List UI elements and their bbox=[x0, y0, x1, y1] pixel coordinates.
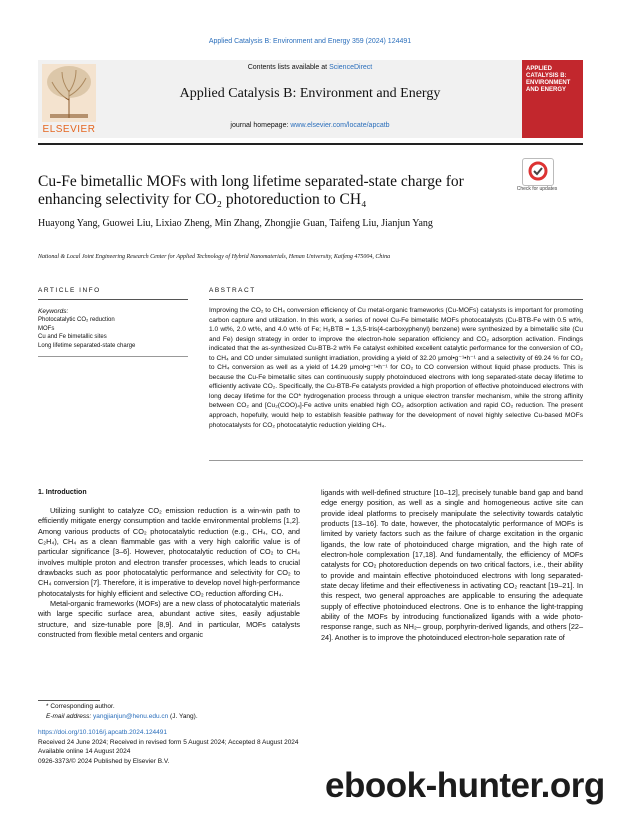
footnote-divider bbox=[38, 700, 100, 701]
abstract-divider bbox=[209, 299, 583, 300]
abstract-bottom-divider bbox=[209, 460, 583, 461]
corresponding-author-note: * Corresponding author. bbox=[46, 703, 115, 710]
body-column-left bbox=[38, 506, 300, 640]
watermark-text: ebook-hunter.org bbox=[325, 766, 605, 805]
homepage-prefix: journal homepage: bbox=[230, 122, 291, 129]
author-affiliation: National & Local Joint Engineering Research Center for Applied Technology of Hybrid Nanomaterials, Henan University, Kaifeng 475004, China bbox=[38, 254, 391, 260]
copyright-line: 0926-3373/© 2024 Published by Elsevier B.V. bbox=[38, 757, 170, 765]
publisher-name: ELSEVIER bbox=[42, 124, 96, 135]
journal-reference[interactable]: Applied Catalysis B: Environment and Energy 359 (2024) 124491 bbox=[208, 38, 412, 45]
article-title: Cu-Fe bimetallic MOFs with long lifetime separated-state charge for enhancing selectivity for CO₂ photoreduction to CH₄ bbox=[38, 173, 464, 208]
author-email-link[interactable]: yangjianjun@henu.edu.cn bbox=[92, 712, 169, 720]
section-heading-introduction: 1. Introduction bbox=[38, 489, 87, 496]
body-paragraph: Metal-organic frameworks (MOFs) are a new class of photocatalytic materials with large specific surface area, abundant active sites, easily adjustable structure, and size-tunable pore [8,9]. And in particular, MOFs catalysts constructed from flexible metal centers and organic bbox=[38, 599, 300, 640]
contents-line bbox=[100, 64, 520, 71]
footnote bbox=[46, 702, 446, 721]
header-divider bbox=[38, 143, 583, 145]
email-label: E-mail address: bbox=[46, 712, 93, 720]
body-column-right bbox=[321, 488, 583, 643]
journal-cover-text: APPLIED CATALYSIS B: ENVIRONMENT AND ENERGY bbox=[526, 66, 571, 93]
journal-title: Applied Catalysis B: Environment and Energy bbox=[179, 86, 441, 101]
abstract-body: Improving the CO₂ to CH₄ conversion efficiency of Cu metal-organic frameworks (Cu-MOFs) catalysts is important for promoting carbon capture and utilization. In this work, a series of novel Cu-Fe bimetallic MOFs photocatalysts (Cu-BTB-Fe with 0.5 wt%, 1.0 wt%, 2.0 wt%, and 4.0 wt% of Fe; H₃BTB = 1,3,5-tris(4-carboxyphenyl) benzene) were synthesized by a bimetallic site (Cu and Fe) design strategy in order to improve the electron-hole separation efficiency and CO₂ adsorption activation. Findings indicated that the as-synthesized Cu-BTB-2 wt% Fe catalyst exhibited excellent catalytic performance for the conversion of CO₂ to CH₄ and CO under simulated sunlight irradiation, providing a yield of 32.20 μmol•g⁻¹•h⁻¹ and a selectivity of 69.24 % for CO₂ to CH₄ conversion as well as a yield of 14.29 μmol•g⁻¹•h⁻¹ for CO₂ to CO conversion without liquid phase products. This is because the Cu-Fe bimetallic sites can continuously supply photoinduced electrons with long separated-state decay lifetime to efficiently activate CO₂. Specifically, the Cu-BTB-Fe catalysts provided a high proportion of effective photoinduced electrons with long decay lifetime for the CO* hydrogenation process through a unique electron transfer mechanism, while the strong affinity between CO₂ and [Cu₂(COO)₄]-Fe active units enabled high CO₂ adsorption activation and rapid CO₂ reduction. The present approach, hopefully, would help to establish feasible pathway for the development of novel highly selective Cu-based MOFs photocatalysts for CO₂ photocatalytic reduction yielding CH₄. bbox=[209, 307, 583, 429]
body-paragraph: Utilizing sunlight to catalyze CO₂ emission reduction is a win-win path to efficiently mitigate energy consumption and tackle environmental problems [1,2]. Among various products of CO₂ photocatalytic reduction (e.g., CH₄, CO, and C₂H₄), CH₄ as a clean flammable gas with a very high calorific value is of particular significance [3–6]. However, photocatalytic reduction of CO₂ to CH₄ involves multiple proton and electron transfer processes, which leads to crucial drawbacks such as poor photocatalytic performance and selectivity for CO₂ to CH₄ conversion [7]. Therefore, it is imperative to develop novel high-performance photocatalysts for highly efficient and selective CO₂ reduction affording CH₄. bbox=[38, 506, 300, 598]
keyword-item: Long lifetime separated-state charge bbox=[38, 342, 136, 349]
abstract-heading: ABSTRACT bbox=[209, 287, 256, 294]
sciencedirect-link[interactable]: ScienceDirect bbox=[329, 64, 373, 71]
body-paragraph: ligands with well-defined structure [10–12], precisely tunable band gap and band edge energy position, as well as a single and homogeneous active site can provide ideal platforms to precisely manipulate the selectivity towards catalytic products [13–16]. To date, however, the photocatalytic performance of MOFs is limited by variety factors such as the failure of charge excitation in the organic ligands, the low rate of photoinduced charge migration, and the high rate of electron-hole complexation [17,18]. And fundamentally, the efficiency of MOFs catalysts for CO₂ photoreduction depends on two critical factors, i.e., their ability to provide and maintain effective photoinduced electrons with long separated-state decay lifetime and their effectiveness in activating CO₂ reactant [19–21]. In this respect, two general approaches are applicable to ensuring the adequate supply of effective photoinduced electrons. One is to enhance the light-trapping ability of the MOFs by introducing functionalized ligands with a wide photo-response range, such as NH₂– group, porphyrin-derived ligands, and others [22–24]. Another is to improve the photoinduced electron-hole separation rate of bbox=[321, 488, 583, 642]
available-online-date: Available online 14 August 2024 bbox=[38, 748, 131, 755]
homepage-link[interactable]: www.elsevier.com/locate/apcatb bbox=[290, 122, 390, 129]
keyword-item: MOFs bbox=[38, 325, 55, 332]
doi-link[interactable]: https://doi.org/10.1016/j.apcatb.2024.124491 bbox=[38, 729, 168, 736]
article-info-divider bbox=[38, 299, 188, 300]
keyword-item: Cu and Fe bimetallic sites bbox=[38, 334, 107, 340]
author-list: Huayong Yang, Guowei Liu, Lixiao Zheng, Min Zhang, Zhongjie Guan, Taifeng Liu, Jianjun Yang bbox=[38, 218, 433, 229]
keywords-label: Keywords: bbox=[38, 308, 69, 315]
contents-prefix: Contents lists available at bbox=[247, 64, 330, 71]
check-for-updates-label[interactable]: Check for updates bbox=[516, 186, 558, 192]
homepage-line bbox=[100, 122, 520, 129]
article-info-heading: ARTICLE INFO bbox=[38, 287, 101, 294]
keywords-divider bbox=[38, 356, 188, 357]
elsevier-tree-logo[interactable] bbox=[38, 60, 100, 134]
check-for-updates-icon[interactable] bbox=[522, 158, 554, 186]
email-line bbox=[46, 712, 446, 722]
keyword-list bbox=[38, 316, 188, 350]
email-suffix: (J. Yang). bbox=[168, 712, 198, 720]
received-dates: Received 24 June 2024; Received in revised form 5 August 2024; Accepted 8 August 2024 bbox=[38, 738, 299, 746]
keyword-item: Photocatalytic CO₂ reduction bbox=[38, 317, 115, 323]
publication-details bbox=[38, 728, 438, 766]
